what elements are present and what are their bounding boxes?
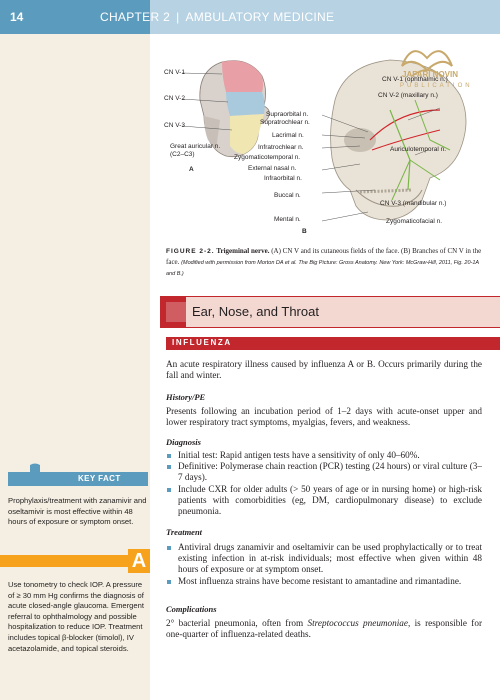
figure-credit: (Modified with permission from Morton DA et al. The Big Picture: Gross Anatomy. New York: McGraw-Hill, 2011, Fig. 20-1A and B.) [166, 260, 479, 277]
figure-number: FIGURE 2-2. [166, 248, 215, 255]
publisher-logo [372, 36, 482, 136]
page-number: 14 [10, 10, 24, 24]
figure-title: Trigeminal nerve. [216, 247, 270, 255]
chapter-title: AMBULATORY MEDICINE [185, 10, 335, 24]
publisher-name: JAFARI NOVIN [402, 70, 459, 79]
label-panel-a: A [189, 166, 194, 173]
answer-letter: A [128, 549, 150, 573]
label-zygomaticofacial: Zygomaticofacial n. [386, 218, 442, 225]
figure-caption [166, 246, 482, 279]
label-supraorbital: Supraorbital n. [266, 111, 309, 118]
complications-heading: Complications [166, 604, 217, 614]
section-bar-square [166, 302, 186, 322]
label-cn-v2-maxillary: CN V-2 (maxillary n.) [378, 92, 438, 99]
key-fact-text: Prophylaxis/treatment with zanamivir and oseltamivir is most effective within 48 hours of exposure or symptom onset. [8, 496, 147, 527]
treatment-heading: Treatment [166, 527, 203, 537]
label-mental: Mental n. [274, 216, 301, 223]
subsection-title: INFLUENZA [172, 338, 232, 347]
label-great-auricular: Great auricular n. [170, 143, 221, 150]
publisher-subtitle: PUBLICATION [400, 83, 473, 89]
list-item: Initial test: Rapid antigen tests have a sensitivity of only 40–60%. [166, 450, 482, 461]
label-buccal: Buccal n. [274, 192, 301, 199]
treatment-list [166, 542, 482, 587]
history-text: Presents following an incubation period of 1–2 days with acute-onset upper and lower respiratory tract symptoms, myalgias, fevers, and weakness. [166, 406, 482, 428]
influenza-intro: An acute respiratory illness caused by influenza A or B. Occurs primarily during the fall and winter. [166, 359, 482, 381]
complications-text: 2° bacterial pneumonia, often from Streptococcus pneumoniae, is responsible for one-quarter of influenza-related deaths. [166, 618, 483, 640]
label-external-nasal: External nasal n. [248, 165, 297, 172]
label-infraorbital: Infraorbital n. [264, 175, 302, 182]
history-heading: History/PE [166, 392, 206, 402]
label-infratrochlear: Infratrochlear n. [258, 144, 304, 151]
answer-text: Use tonometry to check IOP. A pressure of ≥ 30 mm Hg confirms the diagnosis of acute closed-angle glaucoma. Emergent referral to ophthalmology and possible hospitalization to reduce IOP. Treatment includes topical β-blocker (timolol), IV acetazolamide, and topical steroids. [8, 580, 144, 653]
label-panel-b: B [302, 228, 307, 235]
label-lacrimal: Lacrimal n. [272, 132, 304, 139]
label-zygomaticotemporal: Zygomaticotemporal n. [234, 154, 301, 161]
diagnosis-heading: Diagnosis [166, 437, 201, 447]
key-fact-label: KEY FACT [78, 474, 121, 483]
label-supratrochlear: Supratrochlear n. [260, 119, 310, 126]
label-cn-v1: CN V-1 [164, 69, 185, 76]
label-cn-v2: CN V-2 [164, 95, 185, 102]
diagnosis-list [166, 450, 482, 517]
label-cn-v3: CN V-3 [164, 122, 185, 129]
label-c2-c3: (C2–C3) [170, 151, 195, 158]
label-cn-v3-mandibular: CN V-3 (mandibular n.) [380, 200, 447, 207]
list-item: Antiviral drugs zanamivir and oseltamivir can be used prophylactically or to treat existing infection in at-risk individuals; most effective when given within 48 hours of exposure or at symptom onset. [166, 542, 482, 576]
running-head: CHAPTER 2 | AMBULATORY MEDICINE [100, 10, 335, 24]
section-title: Ear, Nose, and Throat [192, 304, 319, 319]
label-cn-v1-ophthalmic: CN V-1 (ophthalmic n.) [382, 76, 448, 83]
list-item: Most influenza strains have become resistant to amantadine and rimantadine. [166, 576, 482, 587]
list-item: Include CXR for older adults (> 50 years of age or in nursing home) or high-risk patients with comorbidities (eg, DM, cardiopulmonary disease) to exclude pneumonia. [166, 484, 482, 518]
label-auriculotemporal: Auriculotemporal n. [390, 146, 446, 153]
figure-caption-text: (A) CN V and its cutaneous fields of the face. (B) Branches of CN V in the face. [166, 247, 482, 266]
list-item: Definitive: Polymerase chain reaction (PCR) testing (24 hours) or viral culture (3–7 days). [166, 461, 482, 483]
page-header [0, 0, 500, 34]
chapter-label: CHAPTER 2 [100, 10, 171, 24]
